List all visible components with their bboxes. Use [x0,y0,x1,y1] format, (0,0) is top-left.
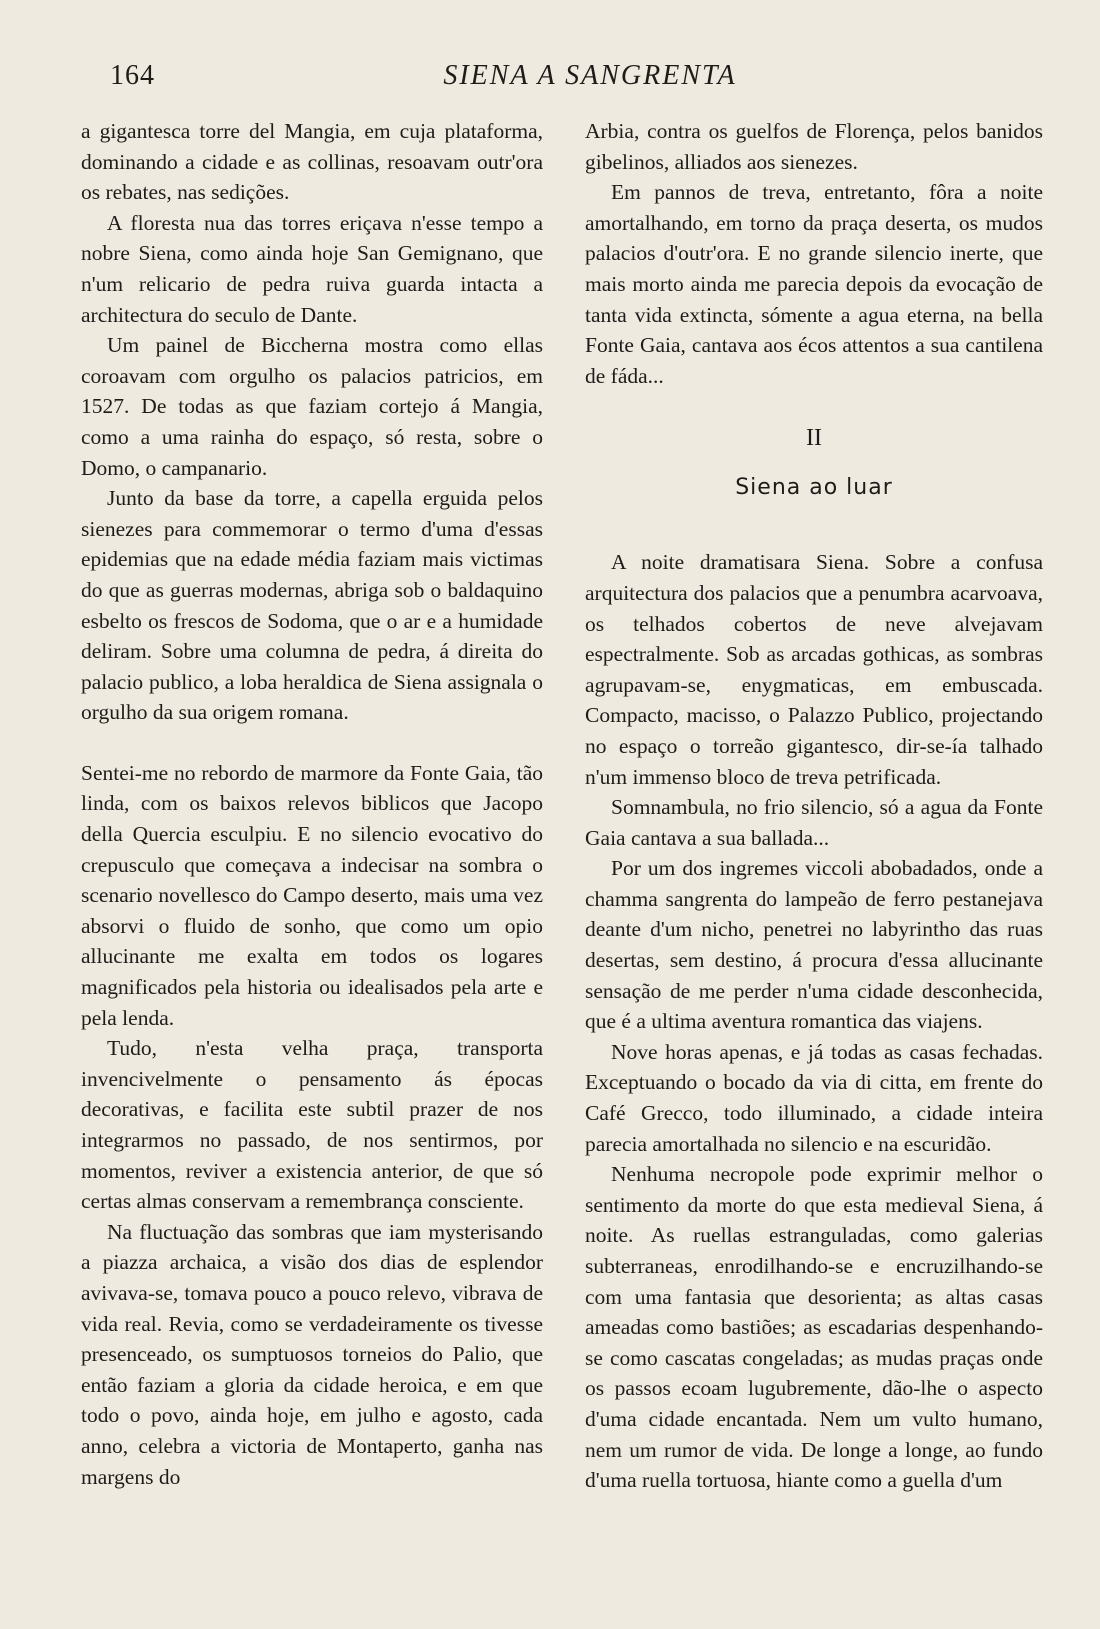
paragraph: Arbia, contra os guelfos de Florença, pelos banidos gibelinos, alliados aos sienezes. [585,119,1043,174]
paragraph: Na fluctuação das sombras que iam mysterisando a piazza archaica, a visão dos dias de esplendor avivava-se, tomava pouco a pouco relevo, vibrava de vida real. Revia, como se verdadeiramente os tivesse presenceado, os sumptuosos torneios do Palio, que então faziam a gloria da cidade heroica, e em que todo o povo, ainda hoje, em julho e agosto, cada anno, celebra a victoria de Montaperto, ganha nas margens do [81,1219,543,1489]
page-header [110,60,1000,100]
paragraph: A floresta nua das torres eriçava n'esse tempo a nobre Siena, como ainda hoje San Gemignano, que n'um relicario de pedra ruiva guarda intacta a architectura do seculo de Dante. [81,210,543,327]
paragraph: Somnambula, no frio silencio, só a agua da Fonte Gaia cantava a sua ballada... [585,795,1043,850]
paragraph: Tudo, n'esta velha praça, transporta invencivelmente o pensamento ás épocas decorativas, e facilita este subtil prazer de nos integrarmos no passado, de nos sentirmos, por momentos, reviver a existencia anterior, de que só certas almas conservam a remembrança consciente. [81,1036,543,1214]
paragraph: Sentei-me no rebordo de marmore da Fonte Gaia, tão linda, com os baixos relevos biblicos que Jacopo della Quercia esculpiu. E no silencio evocativo do crepusculo que começava a indecisar na sombra o scenario novellesco do Campo deserto, mais uma vez absorvi o fluido de sonho, que como um opio allucinante me exalta em todos os logares magnificados pela historia ou idealisados pela arte e pela lenda. [81,760,543,1030]
running-title: SIENA A SANGRENTA [443,60,737,91]
paragraph: Nove horas apenas, e já todas as casas fechadas. Exceptuando o bocado da via di citta, em frente do Café Grecco, todo illuminado, a cidade inteira parecia amortalhada no silencio e na escuridão. [585,1039,1043,1156]
section-numeral: II [806,425,822,452]
paragraph: a gigantesca torre del Mangia, em cuja plataforma, dominando a cidade e as collinas, resoavam outr'ora os rebates, nas sedições. [81,119,543,205]
paragraph: Um painel de Biccherna mostra como ellas coroavam com orgulho os palacios patricios, em 1527. De todas as que faziam cortejo á Mangia, como a uma rainha do espaço, só resta, sobre o Domo, o campanario. [81,333,543,480]
paragraph: Em pannos de treva, entretanto, fôra a noite amortalhando, em torno da praça deserta, os mudos palacios d'outr'ora. E no grande silencio inerte, que mais morto ainda me parecia depois da evocação de tanta vida extincta, sómente a agua eterna, na bella Fonte Gaia, cantava aos écos attentos a sua cantilena de fáda... [585,180,1043,388]
paragraph: Por um dos ingremes viccoli abobadados, onde a chamma sangrenta do lampeão de ferro pestanejava deante d'um nicho, penetrei no labyrintho das ruas desertas, sem destino, á procura d'essa allucinante sensação de me perder n'uma cidade desconhecida, que é a ultima aventura romantica das viajens. [585,856,1043,1034]
paragraph: A noite dramatisara Siena. Sobre a confusa arquitectura dos palacios que a penumbra acarvoava, os telhados cobertos de neve alvejavam espectralmente. Sob as arcadas gothicas, as sombras agrupavam-se, enygmaticas, em embuscada. Compacto, macisso, o Palazzo Publico, projectando no espaço o torreão gigantesco, dir-se-ía talhado n'um immenso bloco de treva petrificada. [585,550,1043,789]
paragraph: Nenhuma necropole pode exprimir melhor o sentimento da morte do que esta medieval Siena, á noite. As ruellas estranguladas, como galerias subterraneas, enrodilhando-se e encruzilhando-se com uma fantasia que desorienta; as altas casas ameadas como bastiões; as escadarias despenhando-se como cascatas congeladas; as mudas praças onde os passos ecoam lugubremente, dão-lhe o aspecto d'uma cidade encantada. Nem um vulto humano, nem um rumor de vida. De longe a longe, ao fundo d'uma ruella tortuosa, hiante como a guella d'um [585,1162,1043,1493]
page-number: 164 [110,60,155,91]
left-column [81,116,543,1492]
right-column [585,116,1043,1496]
paragraph: Junto da base da torre, a capella erguida pelos sienezes para commemorar o termo d'uma d'essas epidemias que na edade média faziam mais victimas do que as guerras modernas, abriga sob o baldaquino esbelto os frescos de Sodoma, que o ar e a humidade deliram. Sobre uma columna de pedra, á direita do palacio publico, a loba heraldica de Siena assignala o orgulho da sua origem romana. [81,486,543,725]
section-title: Siena ao luar [735,475,893,501]
